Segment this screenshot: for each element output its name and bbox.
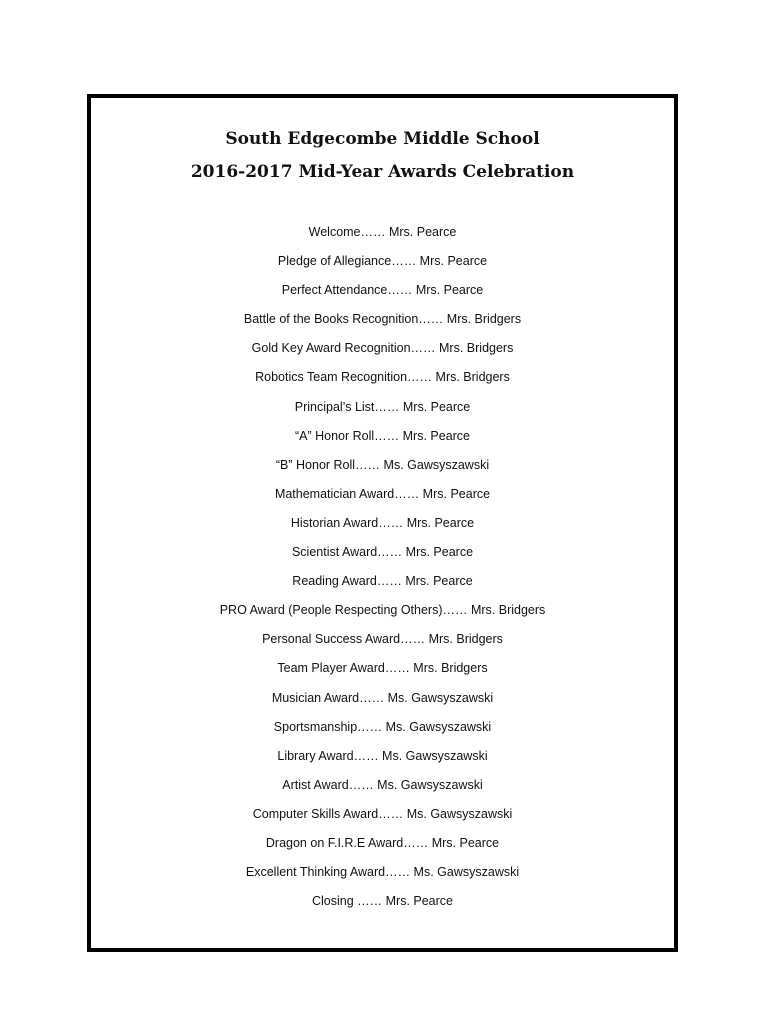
program-item: Closing …… Mrs. Pearce	[311, 894, 453, 909]
document-page	[87, 94, 678, 952]
program-item: Artist Award…… Ms. Gawsyszawski	[282, 777, 483, 792]
program-item: Personal Success Award…… Mrs. Bridgers	[262, 632, 503, 647]
document-title: South Edgecombe Middle School	[225, 129, 540, 149]
program-item: Mathematician Award…… Mrs. Pearce	[274, 486, 491, 501]
program-item: Musician Award…… Ms. Gawsyszawski	[271, 690, 494, 705]
program-item: Excellent Thinking Award…… Ms. Gawsyszawski	[245, 865, 520, 880]
program-item: Welcome…… Mrs. Pearce	[308, 225, 457, 239]
program-item: Historian Award…… Mrs. Pearce	[290, 515, 475, 530]
program-item: Computer Skills Award…… Ms. Gawsyszawski	[252, 806, 513, 821]
program-item: Battle of the Books Recognition…… Mrs. Bridgers	[243, 312, 522, 327]
program-item: “A” Honor Roll…… Mrs. Pearce	[294, 428, 471, 443]
program-item: “B” Honor Roll…… Ms. Gawsyszawski	[275, 457, 490, 472]
document-subtitle: 2016-2017 Mid-Year Awards Celebration	[190, 162, 575, 182]
program-item: Principal’s List…… Mrs. Pearce	[294, 399, 471, 414]
program-item: Perfect Attendance…… Mrs. Pearce	[281, 283, 484, 298]
program-item: Pledge of Allegiance…… Mrs. Pearce	[277, 254, 488, 269]
program-list	[91, 222, 674, 920]
program-item: Scientist Award…… Mrs. Pearce	[291, 545, 474, 560]
program-item: Robotics Team Recognition…… Mrs. Bridgers	[255, 370, 510, 385]
program-item: Reading Award…… Mrs. Pearce	[292, 574, 473, 589]
program-item: Gold Key Award Recognition…… Mrs. Bridgers	[251, 341, 514, 356]
program-item: Sportsmanship…… Ms. Gawsyszawski	[273, 719, 492, 734]
program-item: Team Player Award…… Mrs. Bridgers	[277, 661, 488, 676]
program-item: Library Award…… Ms. Gawsyszawski	[277, 748, 488, 763]
program-item: Dragon on F.I.R.E Award…… Mrs. Pearce	[265, 835, 500, 850]
program-item: PRO Award (People Respecting Others)…… Mrs. Bridgers	[219, 603, 546, 618]
